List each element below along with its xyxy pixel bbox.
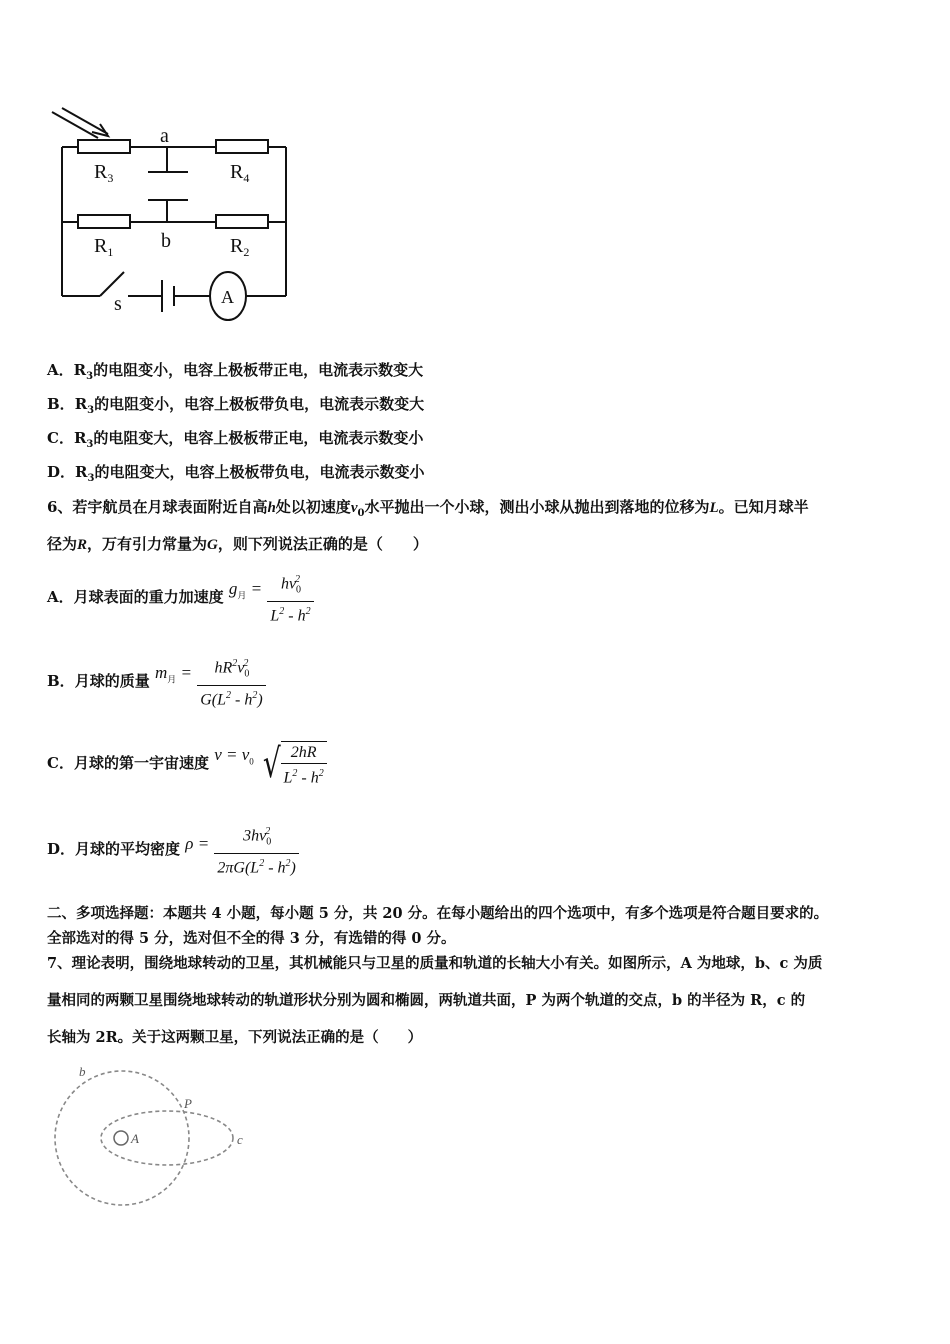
circuit-diagram	[40, 100, 310, 330]
q6-stem-line1: 6、若宇航员在月球表面附近自高h处以初速度$v_0$水平抛出一个小球，测出小球从抛出到落地的位移为L。已知月球半	[47, 498, 809, 519]
formula-g-moon: $\frac{hv_0^2}{L^2 - h^2}$	[267, 570, 313, 626]
label-r2: $R_2$	[230, 235, 250, 259]
label-switch: s	[114, 293, 122, 315]
q6-option-c: C．月球的第一宇宙速度 $v = v_0$ √ $\frac{2hR}{L^2 - h^2}$	[47, 738, 327, 790]
q5-option-c: C．$R_3$的电阻变大，电容上极板带正电，电流表示数变小	[47, 429, 424, 450]
label-a: a	[160, 125, 169, 147]
q5-option-b: B．$R_3$的电阻变小，电容上极板带负电，电流表示数变大	[47, 395, 425, 416]
q7-stem-line1: 7、理论表明，围绕地球转动的卫星，其机械能只与卫星的质量和轨道的长轴大小有关。如图所示，A 为地球，b、c 为质	[47, 955, 823, 972]
q6-option-b: B．月球的质量 $m_月$ = $\frac{hR^2v_0^2}{G(L^2 - h^2)}$	[47, 654, 266, 710]
orbit-c-ellipse	[101, 1111, 233, 1165]
label-r4: $R_4$	[230, 161, 250, 185]
q7-stem-line3: 长轴为 2R。关于这两颗卫星，下列说法正确的是（ ）	[47, 1029, 423, 1046]
label-orbit-c: c	[237, 1132, 243, 1147]
label-earth-a: A	[131, 1131, 139, 1146]
q5-option-a: A．$R_3$的电阻变小，电容上极板带正电，电流表示数变大	[47, 361, 424, 382]
label-point-p: P	[184, 1096, 192, 1111]
label-orbit-b: b	[79, 1064, 86, 1079]
formula-m-moon: $\frac{hR^2v_0^2}{G(L^2 - h^2)}$	[197, 654, 265, 710]
label-r3: $R_3$	[94, 161, 114, 185]
q7-stem-line2: 量相同的两颗卫星围绕地球转动的轨道形状分别为圆和椭圆，两轨道共面，P 为两个轨道的交点，b 的半径为 R，c 的	[47, 992, 806, 1009]
q6-stem-line2: 径为R，万有引力常量为G，则下列说法正确的是（ ）	[47, 535, 428, 553]
earth-a	[114, 1131, 128, 1145]
formula-first-cosmic-velocity: √ $\frac{2hR}{L^2 - h^2}$	[259, 741, 327, 788]
q6-option-a: A．月球表面的重力加速度 $g_月$ = $\frac{hv_0^2}{L^2 - h^2}$	[47, 570, 314, 626]
orbit-diagram	[45, 1062, 265, 1212]
q5-option-d: D．$R_3$的电阻变大，电容上极板带负电，电流表示数变小	[47, 463, 425, 484]
formula-density: $\frac{3hv_0^2}{2\pi G(L^2 - h^2)}$	[214, 822, 298, 878]
label-r1: $R_1$	[94, 235, 114, 259]
q6-option-d: D．月球的平均密度 ρ = $\frac{3hv_0^2}{2\pi G(L^2 - h^2)}$	[47, 822, 299, 878]
label-ammeter: A	[221, 287, 234, 307]
resistor-r3	[78, 140, 130, 153]
section2-line1: 二、多项选择题：本题共 4 小题，每小题 5 分，共 20 分。在每小题给出的四个选项中，有多个选项是符合题目要求的。	[47, 905, 829, 922]
label-b: b	[161, 230, 171, 252]
section2-line2: 全部选对的得 5 分，选对但不全的得 3 分，有选错的得 0 分。	[47, 930, 456, 947]
orbit-b-circle	[55, 1071, 189, 1205]
